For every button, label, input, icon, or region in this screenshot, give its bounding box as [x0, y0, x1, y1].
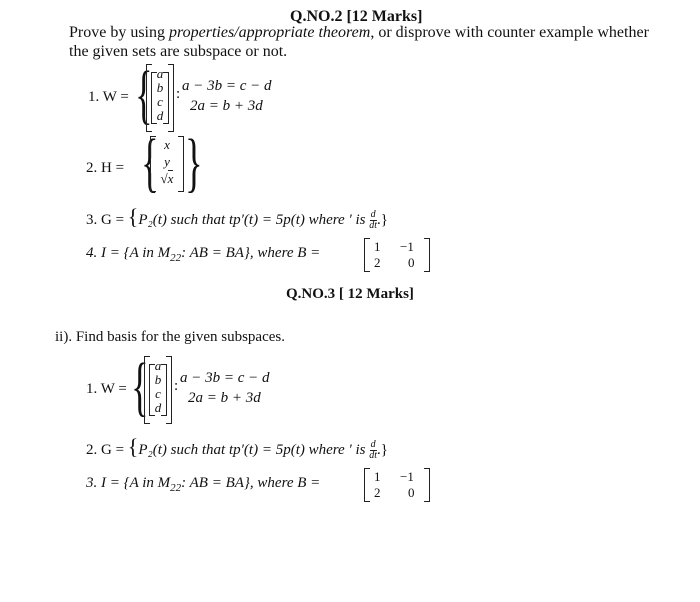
- q2-intro-line2: the given sets are subspace or not.: [69, 43, 288, 60]
- q3-i-prefix: 3. I = {A in M: [86, 475, 171, 491]
- q3-i-subscript: 22: [170, 482, 182, 494]
- q3-w-left-brace: {: [131, 350, 149, 423]
- q3-heading: Q.NO.3 [ 12 Marks]: [286, 286, 414, 302]
- q2-g-derivative-fraction: $\frac{d}{dt}$: [369, 209, 378, 232]
- q2-g-prefix: 3. G =: [86, 212, 128, 228]
- q3-w-cond1: a − 3b = c − d: [180, 370, 270, 386]
- q2-w-label: 1. W =: [88, 89, 129, 105]
- q2-w-vector: [146, 64, 174, 132]
- q3-w-vec-c: c: [155, 386, 161, 401]
- q2-i-subscript: 22: [170, 252, 182, 264]
- q3-matrix-bracket-left: [364, 468, 370, 502]
- q2-w-vec-c: c: [157, 94, 163, 109]
- q2-g-line: [86, 206, 388, 231]
- q2-h-vec-y: y: [164, 154, 170, 169]
- q3-w-vec-a: a: [154, 358, 162, 373]
- q3-w-vec-d: d: [154, 400, 162, 415]
- q2-intro-text-a: Prove by using: [69, 24, 169, 41]
- q3-w-vec-b: b: [154, 372, 162, 387]
- q3-g-suffix: .}: [377, 442, 388, 458]
- q3-intro: ii). Find basis for the given subspaces.: [55, 329, 285, 345]
- q2-h-bracket-left: [150, 136, 156, 192]
- q2-matrix-a22: 0: [408, 255, 415, 270]
- q2-intro-line1: [69, 24, 649, 42]
- q2-w-left-brace: {: [135, 58, 153, 131]
- q3-matrix-a21: 2: [374, 485, 381, 500]
- q3-matrix-b: [364, 468, 430, 502]
- q3-matrix-a22: 0: [408, 485, 415, 500]
- q2-h-vec-x: x: [164, 137, 170, 152]
- q3-i-line: [86, 475, 320, 494]
- q2-h-label: 2. H =: [86, 160, 125, 176]
- q3-matrix-bracket-right: [424, 468, 430, 502]
- q2-i-prefix: 4. I = {A in M: [86, 245, 171, 261]
- q2-w-vec-b: b: [156, 80, 164, 95]
- q2-w-cond2: 2a = b + 3d: [190, 98, 263, 114]
- q2-w-colon: :: [176, 86, 181, 102]
- q2-i-line: [86, 245, 320, 264]
- q2-w-cond1: a − 3b = c − d: [182, 78, 272, 94]
- q3-g-derivative-fraction: $\frac{d}{dt}$: [369, 439, 378, 462]
- q2-w-vec-d: d: [156, 108, 164, 123]
- q3-g-open-brace: {: [127, 434, 139, 459]
- q3-i-mid: : AB = BA}, where B =: [181, 475, 321, 491]
- q2-g-body: P₂(t) such that tp′(t) = 5p(t) where ′ is: [138, 212, 370, 228]
- q3-w-label: 1. W =: [86, 381, 127, 397]
- q2-matrix-b: [364, 238, 430, 272]
- q3-w-colon: :: [174, 378, 179, 394]
- q2-matrix-a12: −1: [400, 239, 414, 254]
- q2-matrix-bracket-right: [424, 238, 430, 272]
- q2-g-open-brace: {: [127, 204, 139, 229]
- q2-matrix-a21: 2: [374, 255, 381, 270]
- q2-intro-text-b: , or disprove with counter example whether: [370, 24, 649, 41]
- q2-w-vec-a: a: [156, 66, 164, 81]
- q3-w-cond2: 2a = b + 3d: [188, 390, 261, 406]
- q2-heading: Q.NO.2 [12 Marks]: [290, 8, 423, 25]
- q3-g-prefix: 2. G =: [86, 442, 128, 458]
- q2-matrix-bracket-left: [364, 238, 370, 272]
- q3-g-body: P₂(t) such that tp′(t) = 5p(t) where ′ is: [138, 442, 370, 458]
- q3-matrix-a12: −1: [400, 469, 414, 484]
- q2-h-left-brace: {: [141, 126, 159, 199]
- q3-w-vector: [144, 356, 172, 424]
- q3-g-line: [86, 434, 388, 461]
- q2-intro-italic: properties/appropriate theorem: [169, 24, 371, 41]
- q2-g-suffix: .}: [377, 212, 388, 228]
- q2-i-mid: : AB = BA}, where B =: [181, 245, 321, 261]
- q2-matrix-a11: 1: [374, 239, 381, 254]
- q3-matrix-a11: 1: [374, 469, 381, 484]
- q2-h-right-brace: }: [185, 126, 203, 199]
- q2-h-vec-sqrt: √x: [160, 171, 174, 186]
